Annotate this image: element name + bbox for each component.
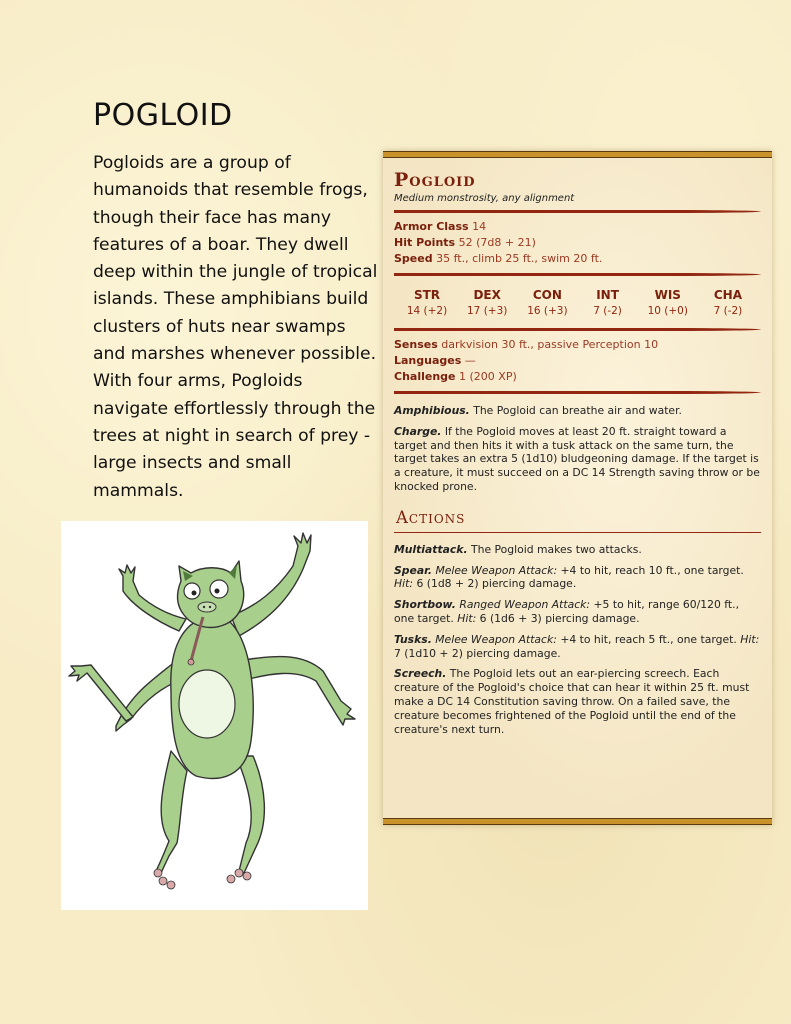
trait-text: The Pogloid can breathe air and water.	[473, 404, 682, 417]
actions-heading: Actions	[396, 507, 466, 527]
attack-type: Melee Weapon Attack:	[435, 563, 558, 577]
action-text: +4 to hit, reach 10 ft., one target.	[560, 563, 744, 577]
monster-type: Medium monstrosity, any alignment	[394, 193, 575, 204]
pogloid-illustration	[61, 521, 368, 910]
hit-label: Hit:	[457, 611, 477, 625]
ability-score: 7 (-2)	[713, 305, 743, 317]
senses-value: darkvision 30 ft., passive Perception 10	[441, 338, 659, 351]
stat-block	[383, 151, 772, 825]
challenge	[394, 369, 761, 385]
actions-divider	[394, 532, 761, 533]
trait-name: Charge.	[394, 424, 442, 438]
languages	[394, 353, 761, 369]
action-name: Screech.	[394, 667, 447, 681]
hit-text: 6 (1d6 + 3) piercing damage.	[479, 611, 640, 625]
ability-cha	[699, 286, 757, 318]
hit-text: 7 (1d10 + 2) piercing damage.	[394, 646, 561, 660]
armor-class	[394, 219, 761, 235]
attack-type: Melee Weapon Attack:	[435, 632, 557, 646]
action-text: +5 to hit, range 60/120 ft., one target.	[394, 598, 740, 625]
trait-amphibious	[394, 404, 761, 418]
action-multiattack	[394, 543, 761, 557]
intro-paragraph: Pogloids are a group of humanoids that resemble frogs, though their face has many features of a boar. They dwell deep within the jungle of tropical islands. These amphibians build clusters of huts near swamps and marshes whenever possible. With four arms, Pogloids navigate effortlessly through the trees at night in search of prey - large insects and small mammals.	[93, 153, 378, 501]
ability-score: 14 (+2)	[406, 305, 448, 317]
ability-score: 7 (-2)	[593, 305, 622, 317]
divider	[394, 391, 761, 394]
page-title: POGLOID	[93, 98, 233, 133]
hit-label: Hit:	[394, 577, 413, 591]
hit-points	[394, 235, 761, 251]
action-tusks	[394, 633, 761, 661]
ability-name: CON	[532, 288, 562, 302]
ability-name: STR	[413, 288, 441, 302]
challenge-value: 1 (200 XP)	[459, 370, 517, 383]
senses	[394, 337, 761, 353]
speed-value: 35 ft., climb 25 ft., swim 20 ft.	[436, 252, 603, 265]
senses-label: Senses	[394, 338, 438, 351]
action-text: +4 to hit, reach 5 ft., one target.	[560, 632, 737, 646]
hit-points-label: Hit Points	[394, 236, 456, 249]
armor-class-label: Armor Class	[394, 220, 469, 233]
action-text: The Pogloid makes two attacks.	[471, 542, 642, 556]
ability-score: 10 (+0)	[647, 305, 688, 317]
speed-label: Speed	[394, 252, 433, 265]
ability-con	[518, 286, 576, 318]
ability-name: WIS	[654, 288, 681, 302]
ability-name: DEX	[473, 288, 501, 302]
trait-charge	[394, 425, 761, 494]
pogloid-drawing	[61, 521, 368, 910]
divider	[394, 273, 761, 276]
divider	[394, 210, 761, 213]
stat-block-content	[394, 167, 761, 743]
languages-label: Languages	[394, 354, 462, 367]
trait-text: If the Pogloid moves at least 20 ft. straight toward a target and then hits it with a tusk attack on the same turn, the target takes an extra 5 (1d10) bludgeoning damage. If the target is a creature, it must succeed on a DC 14 Strength saving throw or be knocked prone.	[394, 424, 760, 493]
stat-block-top-bar	[383, 151, 772, 158]
attack-type: Ranged Weapon Attack:	[459, 598, 591, 612]
ability-score: 16 (+3)	[527, 305, 568, 317]
ability-name: INT	[596, 288, 619, 302]
armor-class-value: 14	[472, 220, 487, 233]
hit-label: Hit:	[740, 632, 760, 646]
ability-dex	[458, 286, 516, 318]
action-spear	[394, 564, 761, 592]
ability-str	[398, 286, 456, 318]
action-screech	[394, 667, 761, 736]
challenge-label: Challenge	[394, 370, 456, 383]
action-name: Tusks.	[394, 632, 432, 646]
ability-wis	[639, 286, 697, 318]
ability-int	[579, 286, 637, 318]
hit-text: 6 (1d8 + 2) piercing damage.	[416, 577, 577, 591]
action-text: The Pogloid lets out an ear-piercing screech. Each creature of the Pogloid's choice that can hear it within 25 ft. must make a DC 14 Constitution saving throw. On a failed save, the creature becomes frightened of the Pogloid until the end of the creature's next turn.	[394, 667, 750, 736]
divider	[394, 328, 761, 331]
speed	[394, 251, 761, 267]
ability-name: CHA	[713, 288, 742, 302]
stat-block-bottom-bar	[383, 818, 772, 825]
action-shortbow	[394, 598, 761, 626]
ability-score: 17 (+3)	[467, 305, 508, 317]
trait-name: Amphibious.	[394, 404, 470, 417]
languages-value: —	[464, 354, 476, 367]
ability-scores	[394, 282, 761, 322]
monster-name: Pogloid	[394, 169, 476, 191]
hit-points-value: 52 (7d8 + 21)	[458, 236, 536, 249]
action-name: Multiattack.	[394, 542, 468, 556]
action-name: Shortbow.	[394, 598, 456, 612]
action-name: Spear.	[394, 563, 432, 577]
